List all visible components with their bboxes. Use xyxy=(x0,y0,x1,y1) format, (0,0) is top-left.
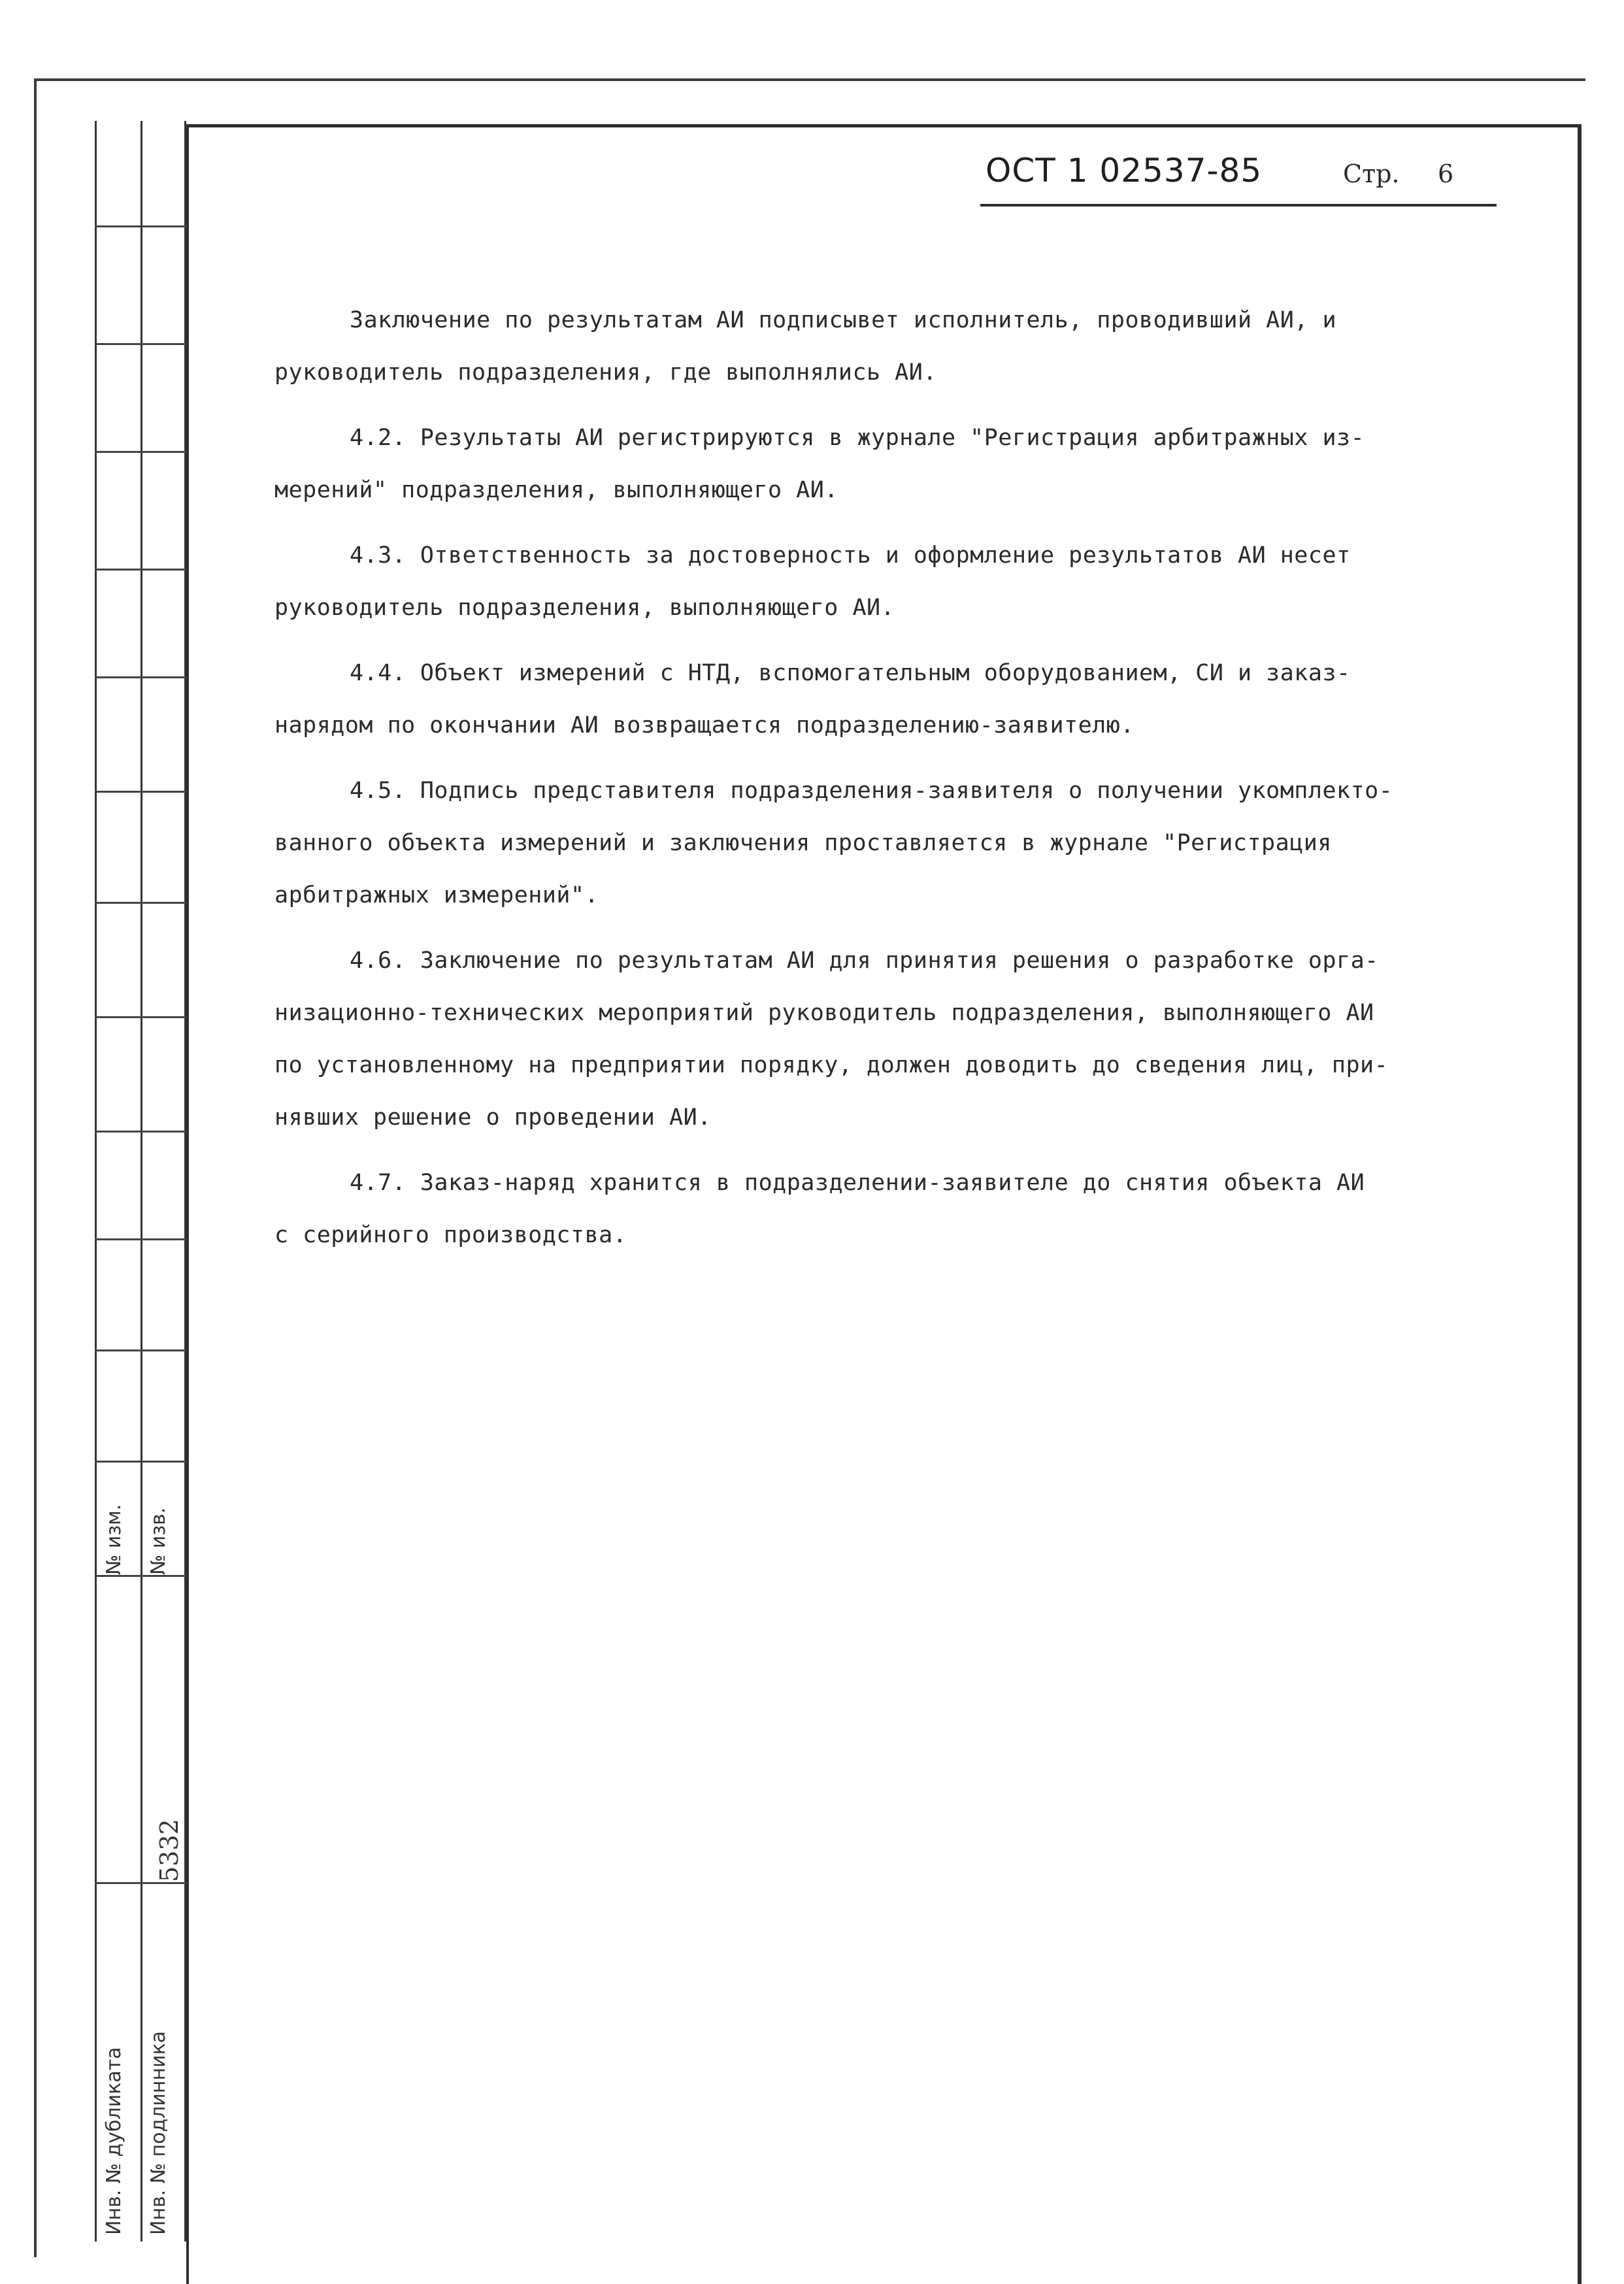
text-line: 4.2. Результаты АИ регистрируются в журнале "Регистрация арбитражных из- xyxy=(350,425,1365,451)
paragraph-conclusion xyxy=(274,294,1444,399)
document-body xyxy=(274,294,1444,1261)
text-line: руководитель подразделения, выполняющего АИ. xyxy=(274,595,895,621)
text-line: 4.4. Объект измерений с НТД, вспомогательным оборудованием, СИ и заказ- xyxy=(350,660,1351,686)
text-line: арбитражных измерений". xyxy=(274,882,599,908)
text-line: по установленному на предприятии порядку, должен доводить до сведения лиц, при- xyxy=(274,1052,1389,1078)
stamp-row xyxy=(95,569,186,571)
stamp-row xyxy=(95,1882,186,1884)
text-line: с серийного производства. xyxy=(274,1222,627,1248)
text-line: низационно-технических мероприятий руководитель подразделения, выполняющего АИ xyxy=(274,1000,1374,1026)
stamp-col-border-left xyxy=(95,121,97,2242)
text-line: Заключение по результатам АИ подписывет исполнитель, проводивший АИ, и xyxy=(350,307,1337,333)
text-line: мерений" подразделения, выполняющего АИ. xyxy=(274,477,838,503)
left-stamp-column xyxy=(95,121,186,2242)
text-line: 4.6. Заключение по результатам АИ для принятия решения о разработке орга- xyxy=(350,948,1379,974)
stamp-row xyxy=(95,902,186,904)
stamp-row xyxy=(95,1349,186,1351)
stamp-row xyxy=(95,1238,186,1240)
stamp-row xyxy=(95,225,186,227)
text-line: 4.7. Заказ-наряд хранится в подразделении-заявителе до снятия объекта АИ xyxy=(350,1170,1365,1196)
page-header xyxy=(980,152,1477,210)
paragraph-4-4 xyxy=(274,647,1444,752)
paragraph-4-5 xyxy=(274,765,1444,921)
stamp-row xyxy=(95,1461,186,1463)
document-code: ОСТ 1 02537-85 xyxy=(986,152,1263,190)
page-label: Стр. xyxy=(1343,159,1400,188)
stamp-col-divider xyxy=(141,121,142,2242)
text-line: ванного объекта измерений и заключения проставляется в журнале "Регистрация xyxy=(274,830,1332,856)
stamp-row xyxy=(95,343,186,345)
stamp-col-border-right xyxy=(184,121,186,2242)
text-line: 4.5. Подпись представителя подразделения-заявителя о получении укомплекто- xyxy=(350,778,1393,804)
stamp-row xyxy=(95,1016,186,1018)
stamp-row xyxy=(95,791,186,793)
text-line: руководитель подразделения, где выполнялись АИ. xyxy=(274,359,937,386)
label-inv-podlinnika: Инв. № подлинника xyxy=(147,2030,170,2235)
inv-number: 5332 xyxy=(155,1819,184,1882)
page-number: 6 xyxy=(1438,159,1454,188)
paragraph-4-3 xyxy=(274,529,1444,634)
text-line: 4.3. Ответственность за достоверность и оформление результатов АИ несет xyxy=(350,542,1351,569)
paragraph-4-7 xyxy=(274,1157,1444,1261)
text-line: нарядом по окончании АИ возвращается подразделению-заявителю. xyxy=(274,712,1135,738)
stamp-row xyxy=(95,451,186,453)
stamp-row xyxy=(95,676,186,678)
stamp-row xyxy=(95,1131,186,1133)
header-rule xyxy=(980,204,1497,207)
label-izm: № изм. xyxy=(103,1504,125,1575)
paragraph-4-6 xyxy=(274,935,1444,1144)
label-inv-dublikata: Инв. № дубликата xyxy=(103,2047,125,2235)
label-izv: № изв. xyxy=(147,1507,170,1575)
text-line: нявших решение о проведении АИ. xyxy=(274,1104,712,1131)
stamp-row xyxy=(95,1575,186,1577)
paragraph-4-2 xyxy=(274,412,1444,516)
